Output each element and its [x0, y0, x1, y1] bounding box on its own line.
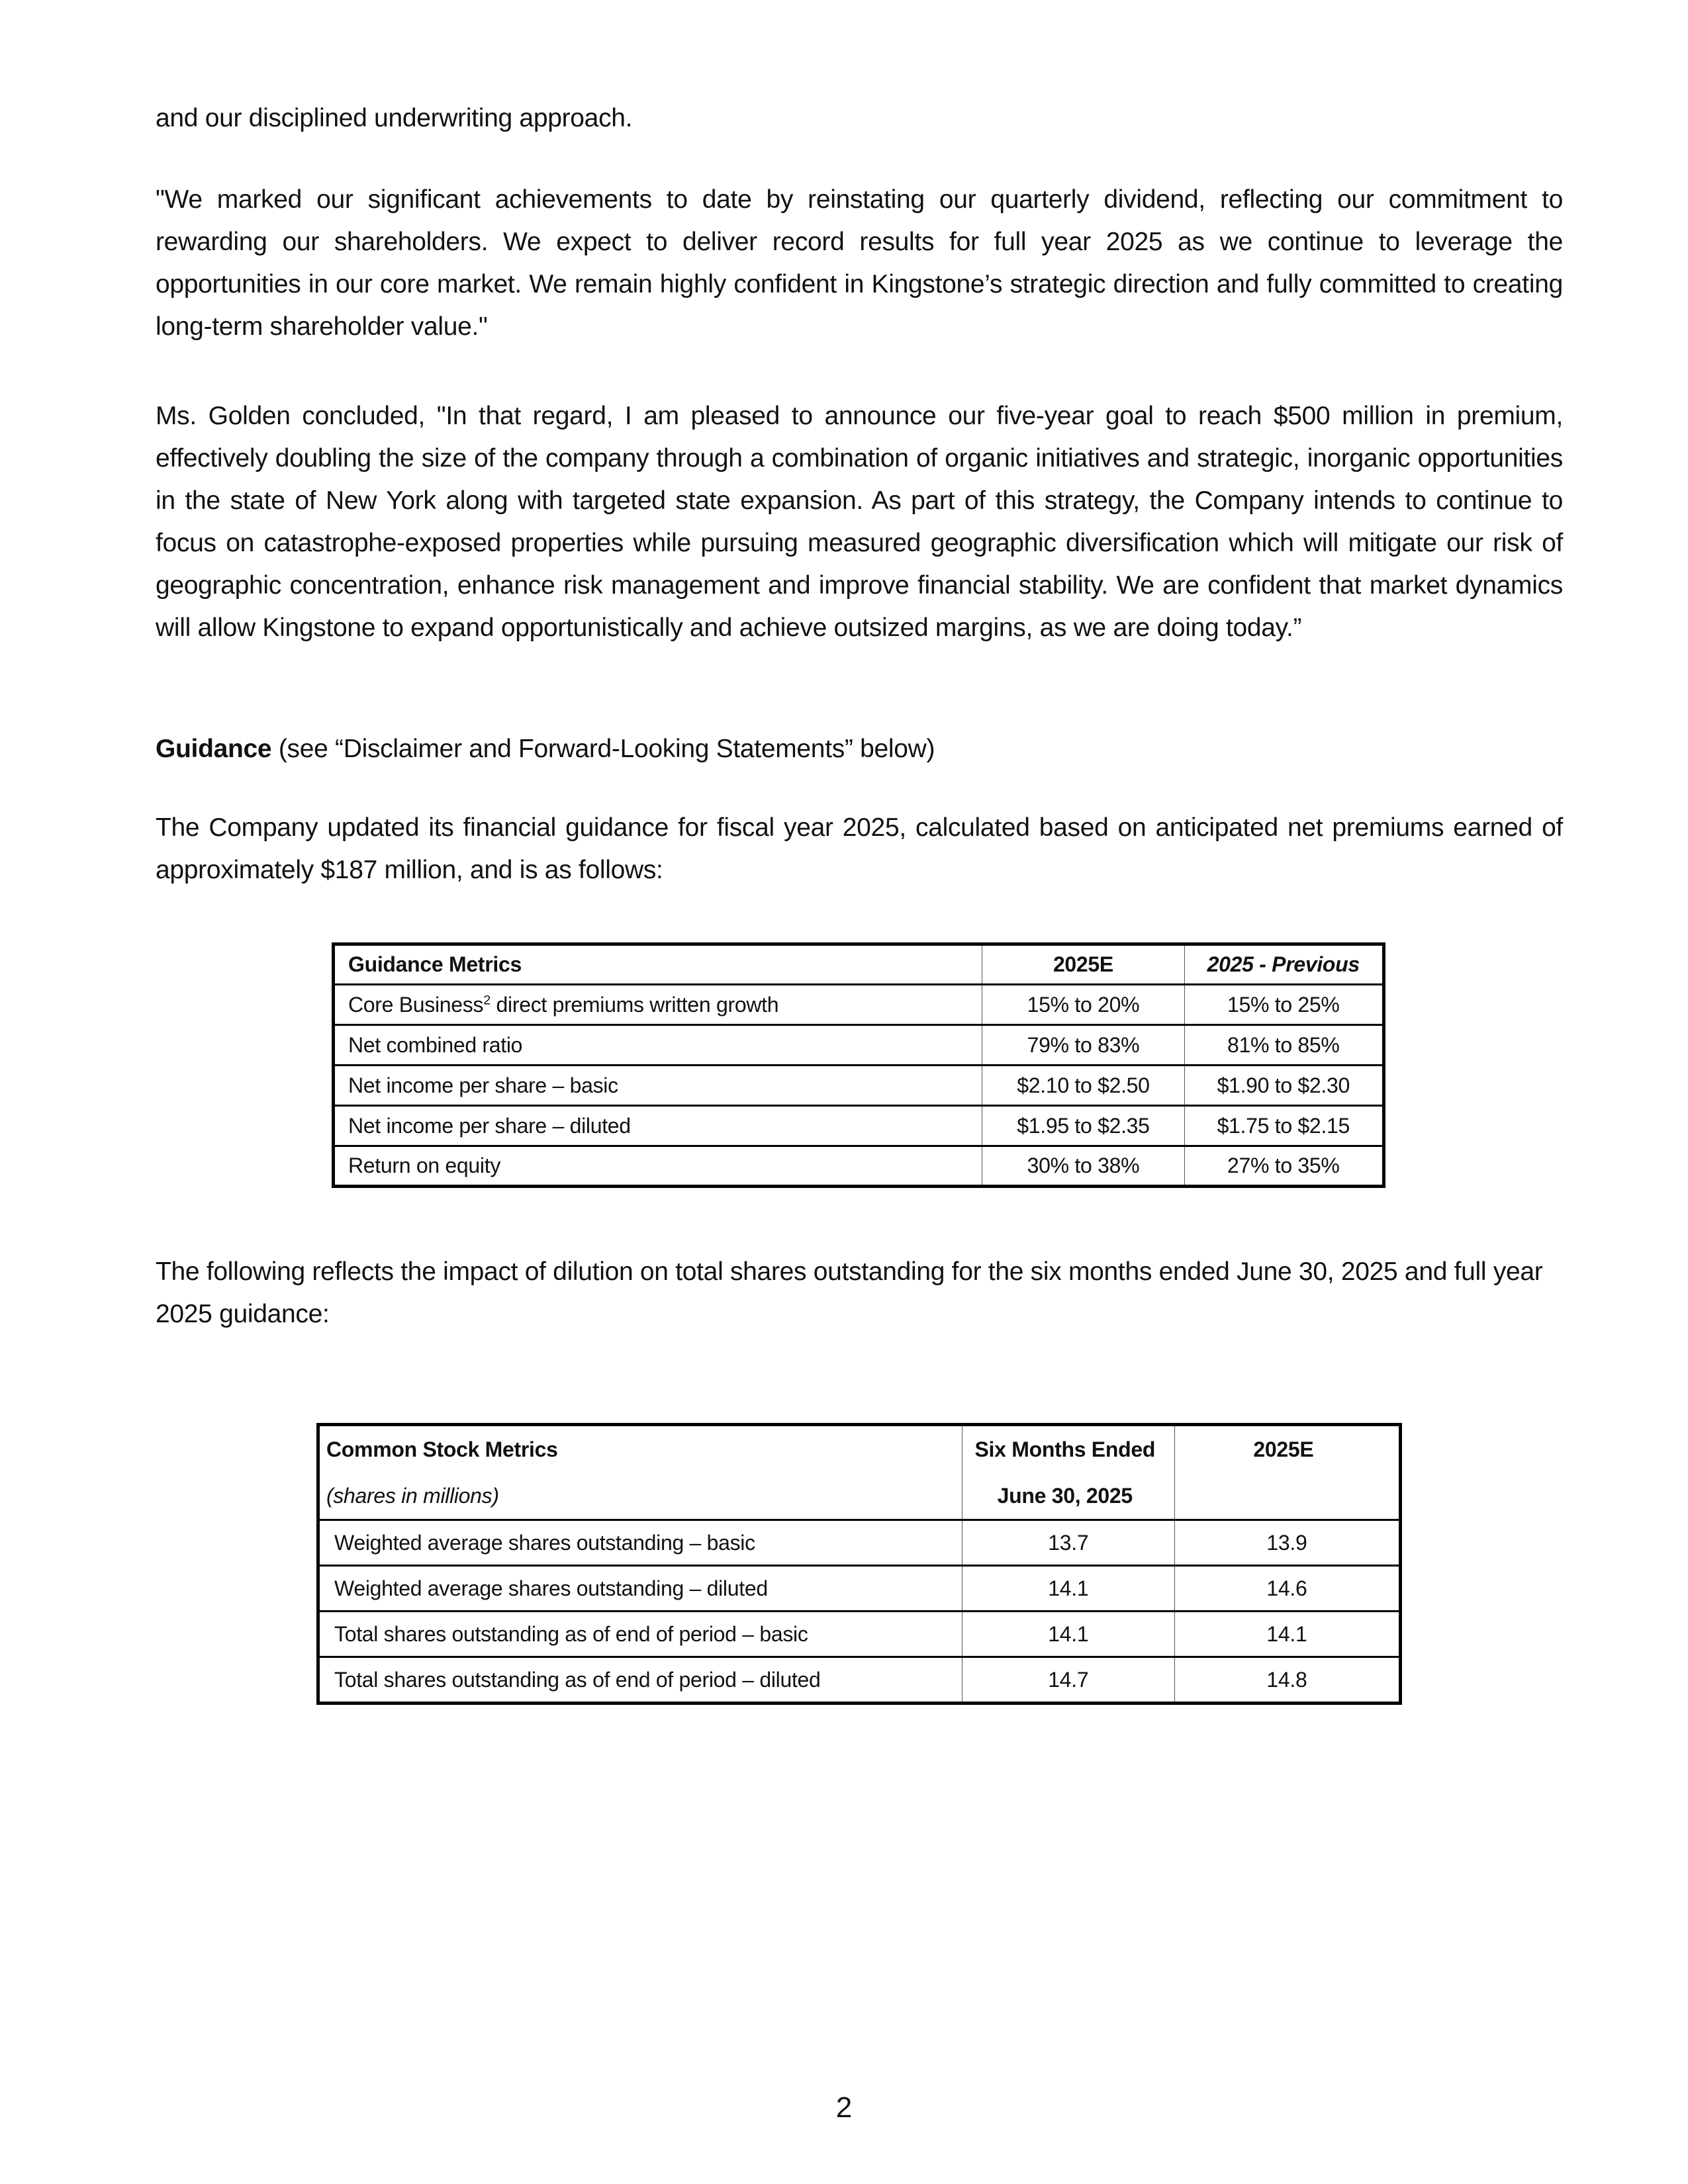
table-row	[318, 1612, 1401, 1657]
footnote-marker: 2	[483, 992, 491, 1007]
cell-2025e: $2.10 to $2.50	[982, 1066, 1184, 1106]
table-header-row	[318, 1425, 1401, 1473]
table-row	[334, 1106, 1384, 1146]
column-header-six-months: Six Months Ended	[962, 1425, 1174, 1473]
column-header-2025e: 2025E	[982, 944, 1184, 985]
cell-2025-previous: $1.90 to $2.30	[1184, 1066, 1383, 1106]
cell-2025e: 14.6	[1174, 1566, 1400, 1612]
column-header-2025e: 2025E	[1174, 1425, 1400, 1473]
row-label: Net income per share – diluted	[334, 1106, 982, 1146]
cell-six-months: 14.1	[962, 1566, 1174, 1612]
guidance-heading-note: (see “Disclaimer and Forward-Looking Statements” below)	[271, 735, 935, 763]
cell-six-months: 13.7	[962, 1520, 1174, 1566]
column-header-metric: Guidance Metrics	[348, 952, 522, 976]
empty-cell	[1174, 1473, 1400, 1520]
table-row	[334, 1025, 1384, 1066]
row-label: Return on equity	[334, 1146, 982, 1187]
paragraph-dilution-intro: The following reflects the impact of dilution on total shares outstanding for the six months ended June 30, 2025 and full year 2025 guidance:	[156, 1257, 1543, 1328]
units-note: (shares in millions)	[326, 1483, 499, 1508]
column-header-metric: Common Stock Metrics	[326, 1437, 558, 1461]
table-row	[318, 1520, 1401, 1566]
row-label-text: Core Business	[348, 992, 484, 1017]
common-stock-metrics-table	[316, 1423, 1402, 1705]
cell-2025e: $1.95 to $2.35	[982, 1106, 1184, 1146]
table-row	[334, 1066, 1384, 1106]
guidance-heading-label: Guidance	[156, 735, 272, 763]
row-label: Weighted average shares outstanding – basic	[318, 1520, 962, 1566]
row-label: Total shares outstanding as of end of period – basic	[318, 1612, 962, 1657]
column-header-2025-previous: 2025 - Previous	[1184, 944, 1383, 985]
paragraph-golden-conclusion: Ms. Golden concluded, "In that regard, I am pleased to announce our five-year goal to reach $500 million in premium, effectively doubling the size of the company through a combination of organic initiatives and strategic, inorganic opportunities in the state of New York along with targeted state expansion. As part of this strategy, the Company intends to continue to focus on catastrophe-exposed properties while pursuing measured geographic diversification which will mitigate our risk of geographic concentration, enhance risk management and improve financial stability. We are confident that market dynamics will allow Kingstone to expand opportunistically and achieve outsized margins, as we are doing today.”	[156, 402, 1563, 642]
cell-2025e: 79% to 83%	[982, 1025, 1184, 1066]
table-row	[334, 985, 1384, 1025]
table-subheader-row	[318, 1473, 1401, 1520]
table-row	[318, 1657, 1401, 1704]
cell-2025e: 14.8	[1174, 1657, 1400, 1704]
cell-2025-previous: 27% to 35%	[1184, 1146, 1383, 1187]
paragraph-intro-continuation: and our disciplined underwriting approach.	[156, 104, 633, 132]
row-label-suffix: direct premiums written growth	[490, 992, 779, 1017]
table-row	[334, 1146, 1384, 1187]
cell-six-months: 14.1	[962, 1612, 1174, 1657]
page-number: 2	[835, 2091, 853, 2124]
cell-2025e: 13.9	[1174, 1520, 1400, 1566]
row-label	[334, 985, 982, 1025]
row-label: Net combined ratio	[334, 1025, 982, 1066]
paragraph-guidance-intro: The Company updated its financial guidance for fiscal year 2025, calculated based on anticipated net premiums earned of approximately $187 million, and is as follows:	[156, 813, 1563, 884]
table-header-row	[334, 944, 1384, 985]
column-header-period-date: June 30, 2025	[962, 1473, 1174, 1520]
cell-six-months: 14.7	[962, 1657, 1174, 1704]
table-row	[318, 1566, 1401, 1612]
cell-2025-previous: 15% to 25%	[1184, 985, 1383, 1025]
paragraph-dividend-quote: "We marked our significant achievements to date by reinstating our quarterly dividend, reflecting our commitment to rewarding our shareholders. We expect to deliver record results for full year 2025 as we continue to leverage the opportunities in our core market. We remain highly confident in Kingstone’s strategic direction and fully committed to creating long-term shareholder value."	[156, 185, 1563, 341]
row-label: Total shares outstanding as of end of period – diluted	[318, 1657, 962, 1704]
guidance-metrics-table	[332, 942, 1385, 1188]
cell-2025e: 30% to 38%	[982, 1146, 1184, 1187]
cell-2025-previous: $1.75 to $2.15	[1184, 1106, 1383, 1146]
cell-2025-previous: 81% to 85%	[1184, 1025, 1383, 1066]
cell-2025e: 15% to 20%	[982, 985, 1184, 1025]
row-label: Net income per share – basic	[334, 1066, 982, 1106]
row-label: Weighted average shares outstanding – diluted	[318, 1566, 962, 1612]
cell-2025e: 14.1	[1174, 1612, 1400, 1657]
guidance-section-heading	[156, 728, 1563, 770]
